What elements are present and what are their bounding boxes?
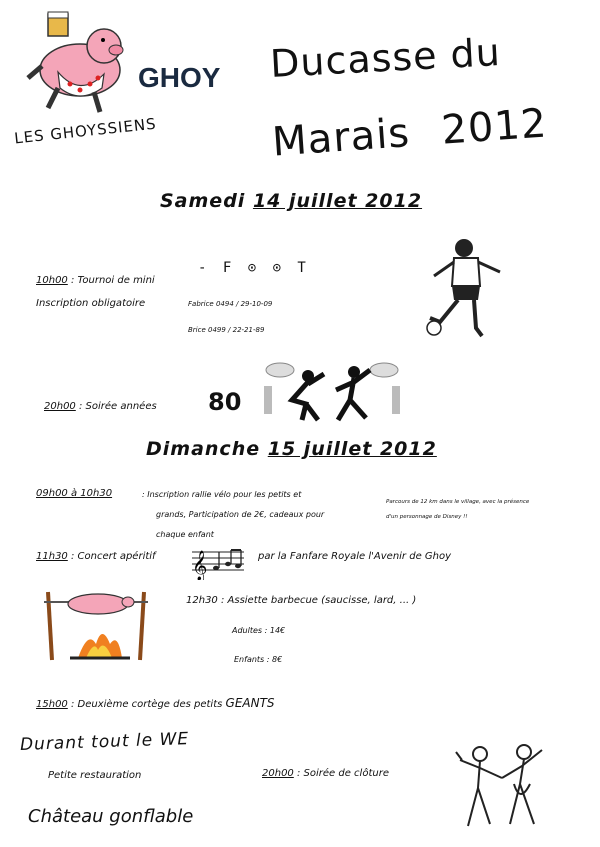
concert-band: par la Fanfare Royale l'Avenir de Ghoy [258,551,452,562]
music-notes-icon [190,544,246,580]
event-title-line1: Ducasse du [269,29,502,87]
event-title-line2 [271,100,549,165]
event-title-year: 2012 [439,100,549,154]
sunday-prefix: Dimanche [146,438,261,460]
soiree-80-time: 20h00 [44,401,76,412]
svg-text:𝄞: 𝄞 [192,551,208,580]
rallye-text-line2: grands, Participation de 2€, cadeaux pour [156,510,325,519]
weekend-heading: Durant tout le WE [19,729,190,755]
pig-roast-illustration [40,588,152,662]
rallye-time-value: 09h00 à 10h30 [36,488,113,499]
soiree-80-text: : Soirée années [78,401,157,412]
pig-mascot-illustration [18,8,138,118]
tournoi-inscription: Inscription obligatoire [36,298,146,309]
concert-text: : Concert apéritif [70,551,156,562]
cortege-geants: GEANTS [225,696,275,710]
cortege-line [36,696,275,710]
tournoi-line [36,275,155,286]
cloture-text: : Soirée de clôture [296,768,389,779]
contact-brice: Brice 0499 / 22-21-89 [188,326,265,334]
cortege-time: 15h00 [36,699,68,710]
rallye-text-line1: : Inscription rallie vélo pour les petits et [142,490,302,499]
club-name: LES GHOYSSIENS [13,114,158,148]
contact-fabrice: Fabrice 0494 / 29-10-09 [188,300,273,308]
footballer-illustration [420,236,510,346]
event-title-word: Marais [270,110,412,166]
village-name: GHOY [138,62,221,93]
barbecue-children: Enfants : 8€ [234,655,283,664]
tournoi-foot-letters: - F ⊙ ⊙ T [198,260,310,276]
rallye-note-line2: d'un personnage de Disney !! [386,514,468,520]
barbecue-adults: Adultes : 14€ [232,626,286,635]
cortege-text: : Deuxième cortège des petits [70,699,223,710]
weekend-chateau: Château gonflable [28,806,194,827]
saturday-prefix: Samedi [160,190,246,212]
concert-time: 11h30 [36,551,68,562]
dancers-80s-illustration [262,360,402,422]
weekend-restauration: Petite restauration [48,770,142,781]
cloture-line [262,768,389,779]
sunday-heading [146,438,437,460]
rallye-text-line3: chaque enfant [156,530,214,539]
tournoi-time: 10h00 [36,275,68,286]
barbecue-line: 12h30 : Assiette barbecue (saucisse, lard, ... ) [186,595,417,606]
dancing-couple-illustration [450,738,554,830]
rallye-note-line1: Parcours de 12 km dans le village, avec la présence [386,499,530,505]
concert-line [36,551,156,562]
decade-80: 80 [208,388,242,416]
saturday-date: 14 juillet 2012 [252,190,423,212]
rallye-time [36,488,112,499]
tournoi-text: : Tournoi de mini [70,275,155,286]
cloture-time: 20h00 [262,768,294,779]
saturday-heading [160,190,422,212]
soiree-80-line [44,401,157,412]
sunday-date: 15 juillet 2012 [267,438,437,460]
